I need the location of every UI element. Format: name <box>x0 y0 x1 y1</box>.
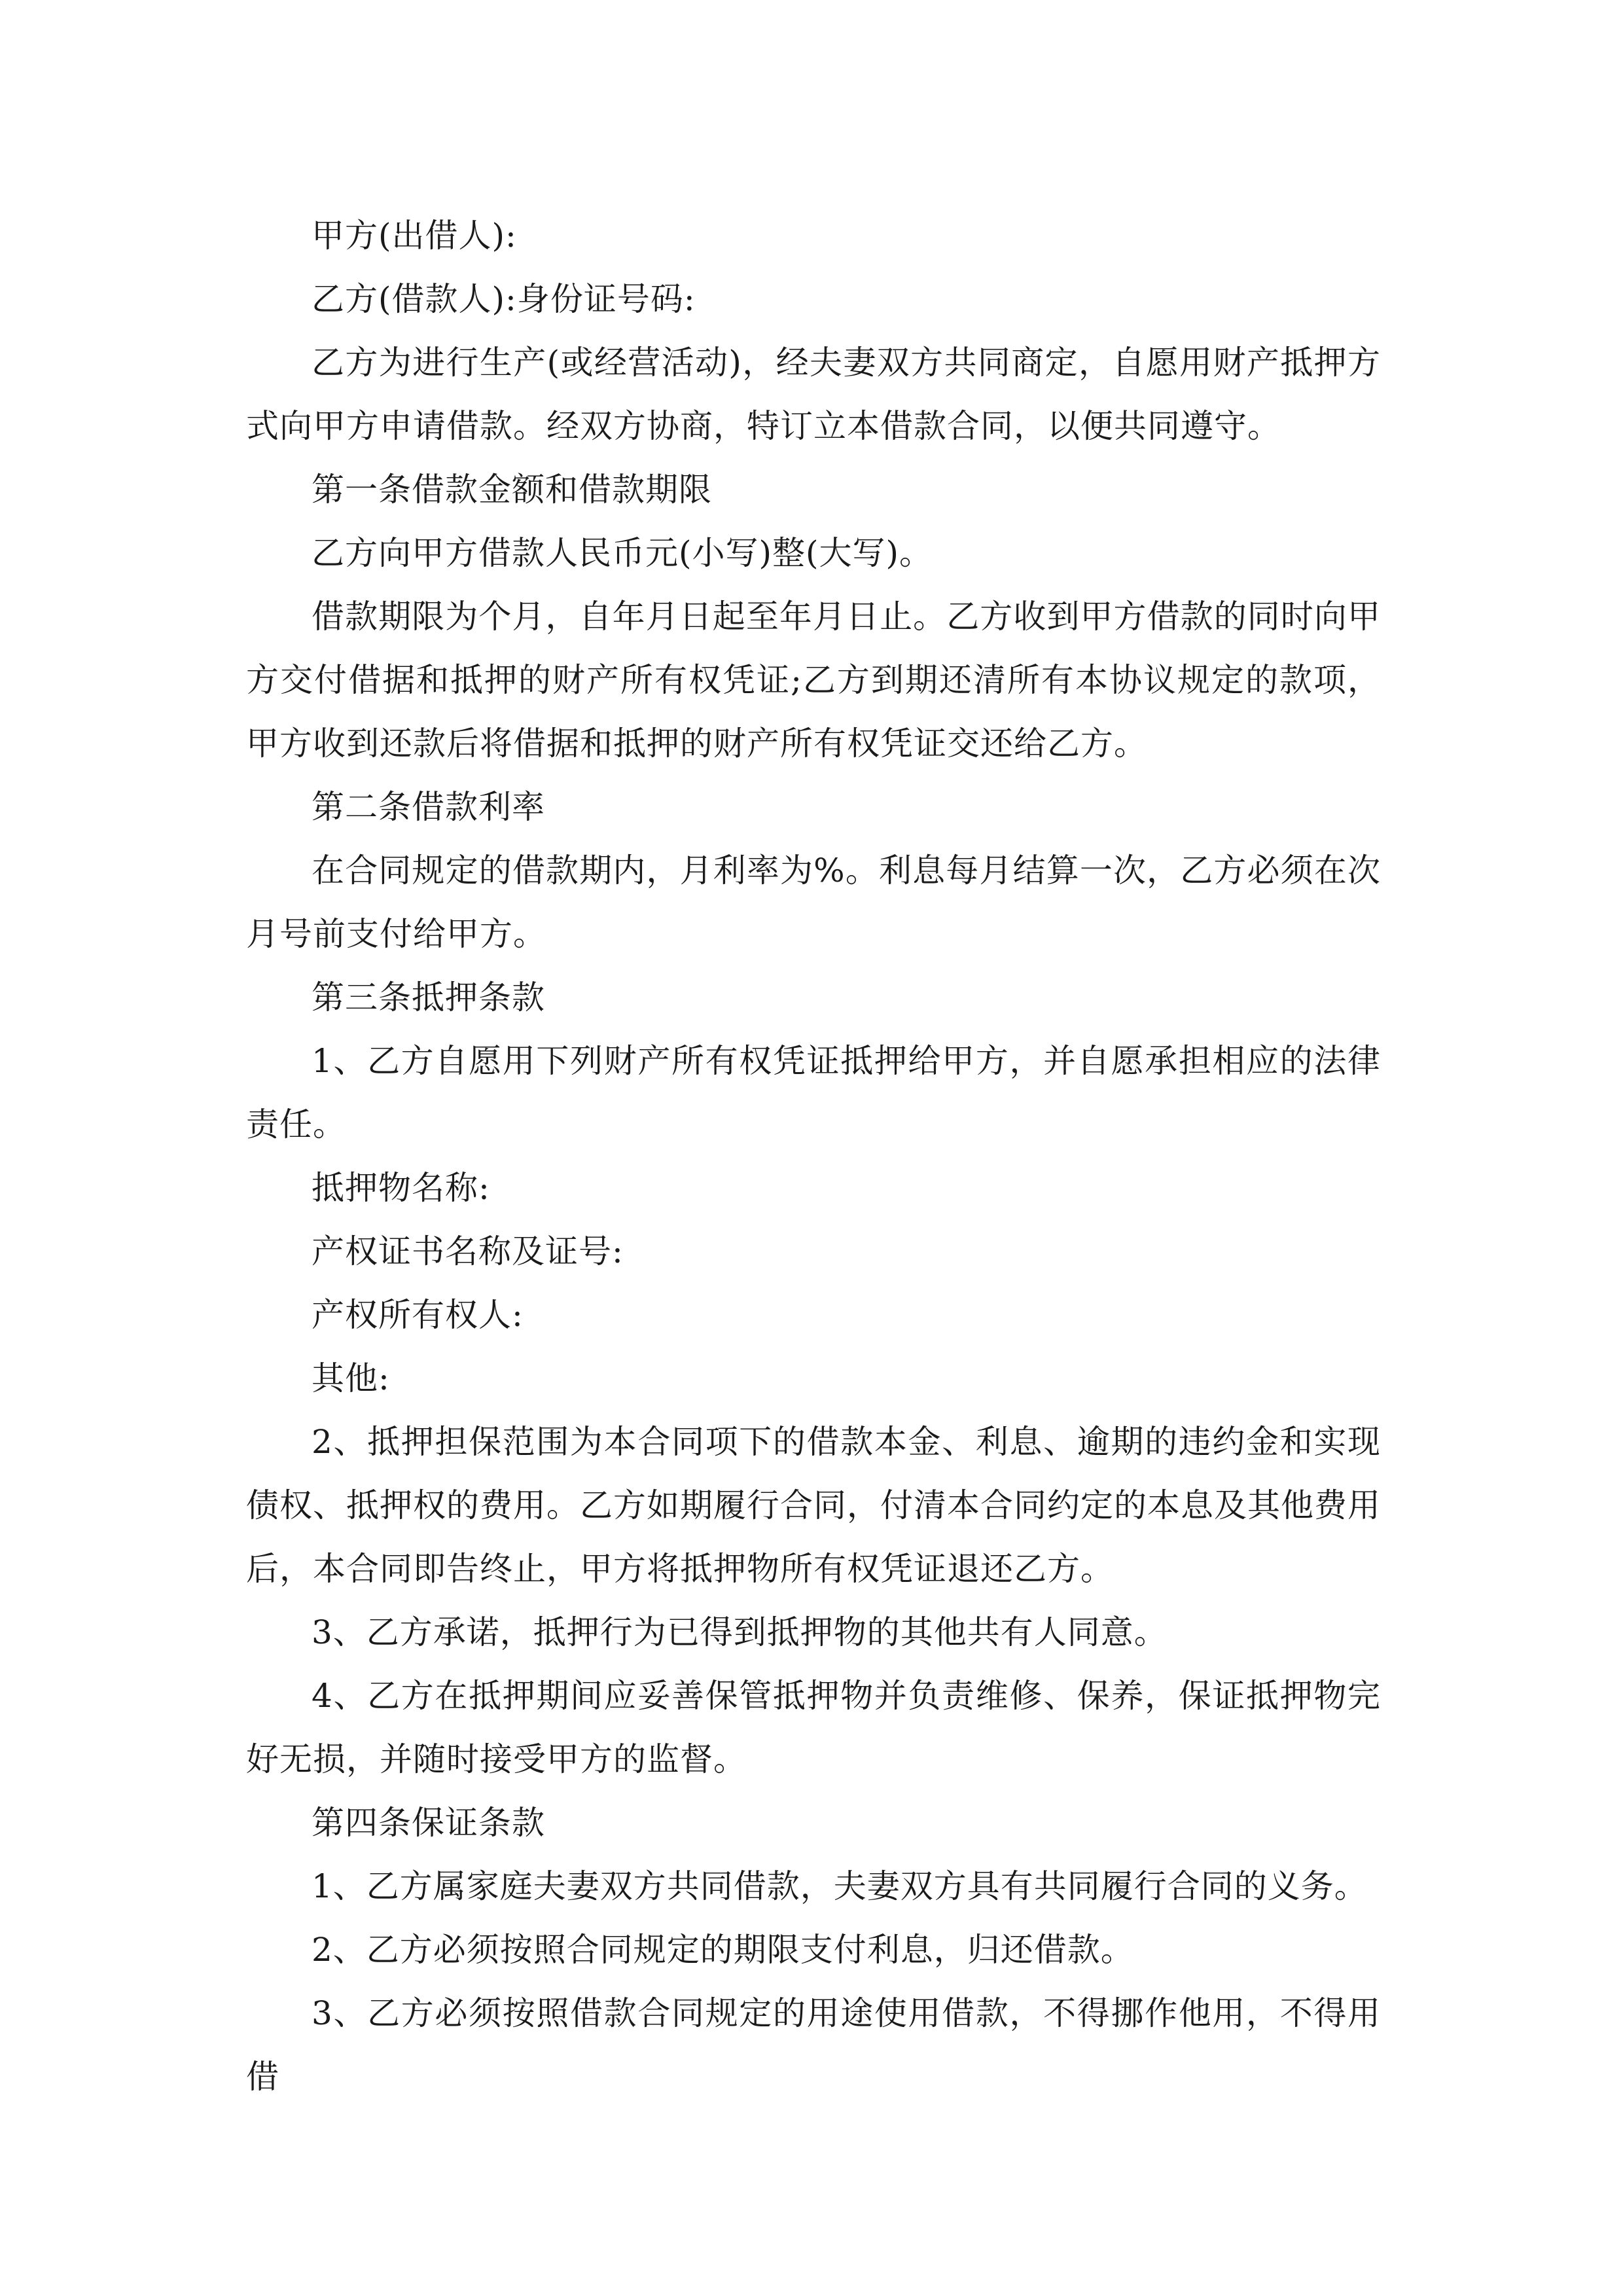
guarantee-clause-1: 1、乙方属家庭夫妻双方共同借款，夫妻双方具有共同履行合同的义务。 <box>312 1867 1368 1905</box>
other-line: 其他: <box>312 1359 390 1397</box>
preamble-paragraph: 乙方为进行生产(或经营活动)，经夫妻双方共同商定，自愿用财产抵押方式向甲方申请借款。经双方协商，特订立本借款合同，以便共同遵守。 <box>246 344 1381 445</box>
mortgage-clause-1: 1、乙方自愿用下列财产所有权凭证抵押给甲方，并自愿承担相应的法律责任。 <box>246 1042 1381 1143</box>
mortgage-clause-2: 2、抵押担保范围为本合同项下的借款本金、利息、逾期的违约金和实现债权、抵押权的费用。乙方如期履行合同，付清本合同约定的本息及其他费用后，本合同即告终止，甲方将抵押物所有权凭证退还乙方。 <box>246 1423 1381 1588</box>
party-b-line: 乙方(借款人):身份证号码: <box>312 280 696 318</box>
mortgage-clause-4: 4、乙方在抵押期间应妥善保管抵押物并负责维修、保养，保证抵押物完好无损，并随时接受甲方的监督。 <box>246 1677 1381 1778</box>
guarantee-clause-2: 2、乙方必须按照合同规定的期限支付利息，归还借款。 <box>312 1931 1134 1969</box>
contract-body <box>246 204 1381 2109</box>
owner-line: 产权所有权人: <box>312 1296 524 1334</box>
party-a-line: 甲方(出借人): <box>312 217 517 255</box>
article-2-heading: 第二条借款利率 <box>312 788 545 826</box>
mortgage-clause-3: 3、乙方承诺，抵押行为已得到抵押物的其他共有人同意。 <box>312 1613 1168 1651</box>
article-3-heading: 第三条抵押条款 <box>312 978 545 1016</box>
article-1-heading: 第一条借款金额和借款期限 <box>312 471 712 509</box>
loan-term-paragraph: 借款期限为个月，自年月日起至年月日止。乙方收到甲方借款的同时向甲方交付借据和抵押的财产所有权凭证;乙方到期还清所有本协议规定的款项，甲方收到还款后将借据和抵押的财产所有权凭证交还给乙方。 <box>246 598 1381 762</box>
collateral-name-line: 抵押物名称: <box>312 1169 490 1207</box>
interest-rate-paragraph: 在合同规定的借款期内，月利率为%。利息每月结算一次，乙方必须在次月号前支付给甲方。 <box>246 852 1381 953</box>
certificate-line: 产权证书名称及证号: <box>312 1232 624 1270</box>
loan-amount-paragraph: 乙方向甲方借款人民币元(小写)整(大写)。 <box>312 534 933 572</box>
article-4-heading: 第四条保证条款 <box>312 1804 545 1842</box>
guarantee-clause-3: 3、乙方必须按照借款合同规定的用途使用借款，不得挪作他用，不得用借 <box>246 1994 1381 2096</box>
